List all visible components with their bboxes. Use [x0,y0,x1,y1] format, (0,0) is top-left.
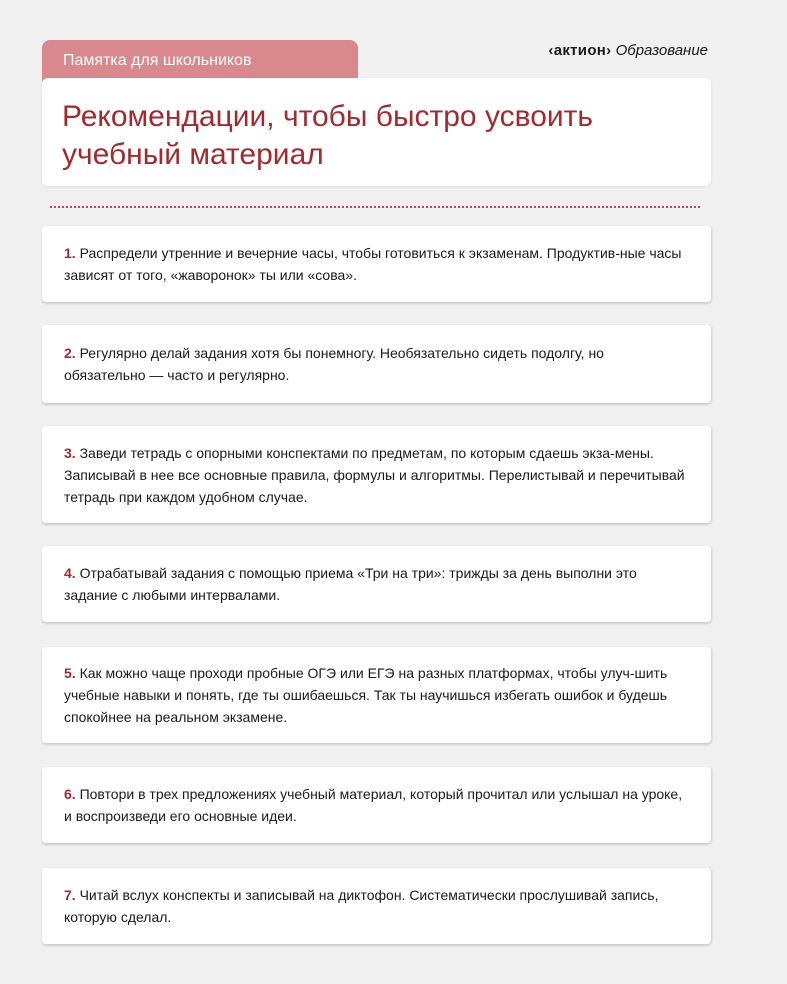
tip-text: Заведи тетрадь с опорными конспектами по предметам, по которым сдаешь экза-мены. Записывай в нее все основные правила, формулы и алгоритмы. Перелистывай и перечитывай тетрадь при каждом удобном случае. [64,444,685,505]
tip-text: Повтори в трех предложениях учебный материал, который прочитал или услышал на уроке, и воспроизведи его основные идеи. [64,786,683,824]
tip-number: 6. [64,786,76,802]
tip-text-block [64,562,689,606]
tip-text: Читай вслух конспекты и записывай на диктофон. Систематически прослушивай запись, которую сделал. [64,887,659,925]
tip-text-block [64,242,689,286]
tip-number: 1. [64,245,76,261]
tip-card [42,426,711,523]
tip-number: 5. [64,665,76,681]
tip-text: Регулярно делай задания хотя бы понемногу. Необязательно сидеть подолгу, но обязательно — часто и регулярно. [64,345,604,383]
document-category-tag: Памятка для школьников [42,40,358,96]
tip-text-block [64,783,689,827]
tip-card [42,647,711,743]
tip-card [42,325,711,403]
tip-text-block [64,442,689,508]
tip-number: 2. [64,345,76,361]
tip-text-block [64,884,689,928]
tip-text: Отрабатывай задания с помощью приема «Три на три»: трижды за день выполни это задание с любыми интервалами. [64,565,637,603]
tip-text: Как можно чаще проходи пробные ОГЭ или ЕГЭ на разных платформах, чтобы улуч-шить учебные навыки и понять, где ты ошибаешься. Так ты научишься избегать ошибок и будешь спокойнее на реальном экзамене. [64,665,668,725]
tip-card [42,546,711,622]
tip-number: 7. [64,887,76,903]
tip-card [42,226,711,302]
tip-number: 4. [64,565,76,581]
brand-logo [548,42,708,59]
title-card [42,78,711,186]
brand-name: ‹актион› [548,42,612,59]
tip-card [42,868,711,944]
tip-text-block [64,662,689,728]
brand-subtitle: Образование [615,42,708,59]
tip-card [42,767,711,843]
tip-number: 3. [64,444,76,461]
dotted-divider [50,206,700,208]
tip-text: Распредели утренние и вечерние часы, чтобы готовиться к экзаменам. Продуктив-ные часы зависят от того, «жаворонок» ты или «сова». [64,245,682,283]
page-title: Рекомендации, чтобы быстро усвоить учебный материал [62,100,594,171]
tip-text-block [64,342,689,386]
